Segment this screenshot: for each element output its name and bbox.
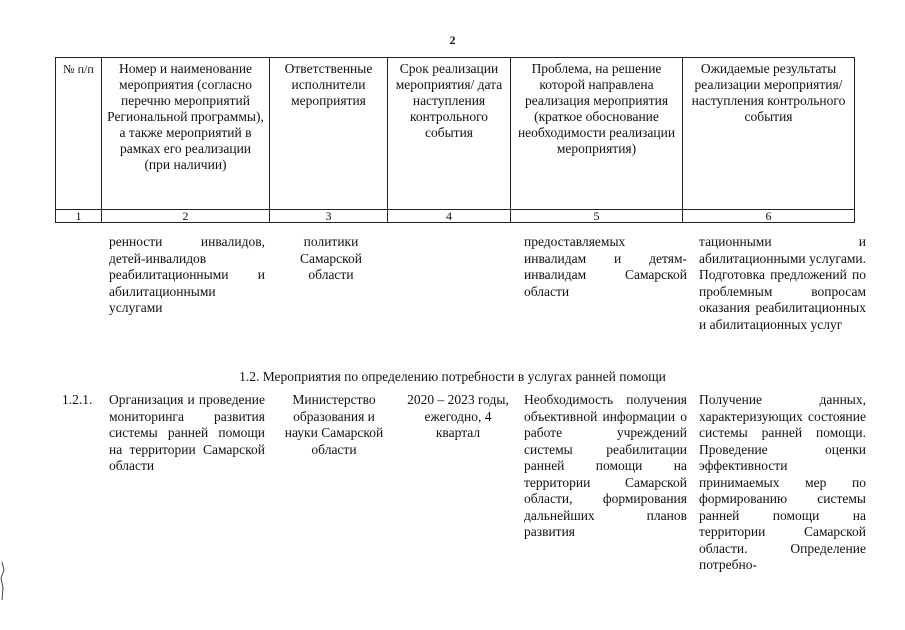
row-responsible: Министерство образования и науки Самарской области xyxy=(284,392,384,457)
header-expected-results: Ожидаемые результаты реализации мероприятия/ наступления контрольного события xyxy=(683,58,855,210)
header-responsible: Ответственные исполнители мероприятия xyxy=(270,58,388,210)
row-number: 1.2.1. xyxy=(62,392,93,407)
row-problem: Необходимость получения объективной информации о работе учреждений системы реабилитации ранней помощи на территории Самарской области, формирования дальнейших планов развития xyxy=(524,392,687,539)
continuation-responsible: политики Самарской области xyxy=(299,234,363,282)
column-number: 3 xyxy=(270,210,388,223)
column-number: 4 xyxy=(388,210,511,223)
header-number: № п/п xyxy=(56,58,102,210)
row-measure-name: Организация и проведение мониторинга развития системы ранней помощи на территории Самарской области xyxy=(109,392,265,473)
section-title: 1.2. Мероприятия по определению потребности в услугах ранней помощи xyxy=(239,369,666,384)
column-number: 2 xyxy=(102,210,270,223)
page-number: 2 xyxy=(449,33,456,47)
measures-table-header xyxy=(55,57,855,223)
header-problem: Проблема, на решение которой направлена реализация мероприятия (краткое обоснование необходимости реализации мероприятия) xyxy=(511,58,683,210)
continuation-measure-name: ренности инвалидов, детей-инвалидов реабилитационными и абилитационными услугами xyxy=(109,234,265,315)
row-term: 2020 – 2023 годы, ежегодно, 4 квартал xyxy=(407,392,509,440)
continuation-results: тационными и абилитационными услугами. Подготовка предложений по проблемным вопросам оказания реабилитационных и абилитационных услуг xyxy=(699,234,866,332)
continuation-problem: предоставляемых инвалидам и детям-инвалидам Самарской области xyxy=(524,234,687,299)
column-number: 6 xyxy=(683,210,855,223)
column-number: 1 xyxy=(56,210,102,223)
column-number: 5 xyxy=(511,210,683,223)
row-expected-results: Получение данных, характеризующих состояние системы ранней помощи. Проведение оценки эффективности принимаемых мер по формированию системы ранней помощи на территории Самарской области. Определение потребно- xyxy=(699,392,866,572)
header-measure-name: Номер и наименование мероприятия (согласно перечню мероприятий Региональной программы), а также мероприятий в рамках его реализации (при наличии) xyxy=(102,58,270,210)
scan-smudge xyxy=(0,560,6,605)
header-term: Срок реализации мероприятия/ дата наступления контрольного события xyxy=(388,58,511,210)
